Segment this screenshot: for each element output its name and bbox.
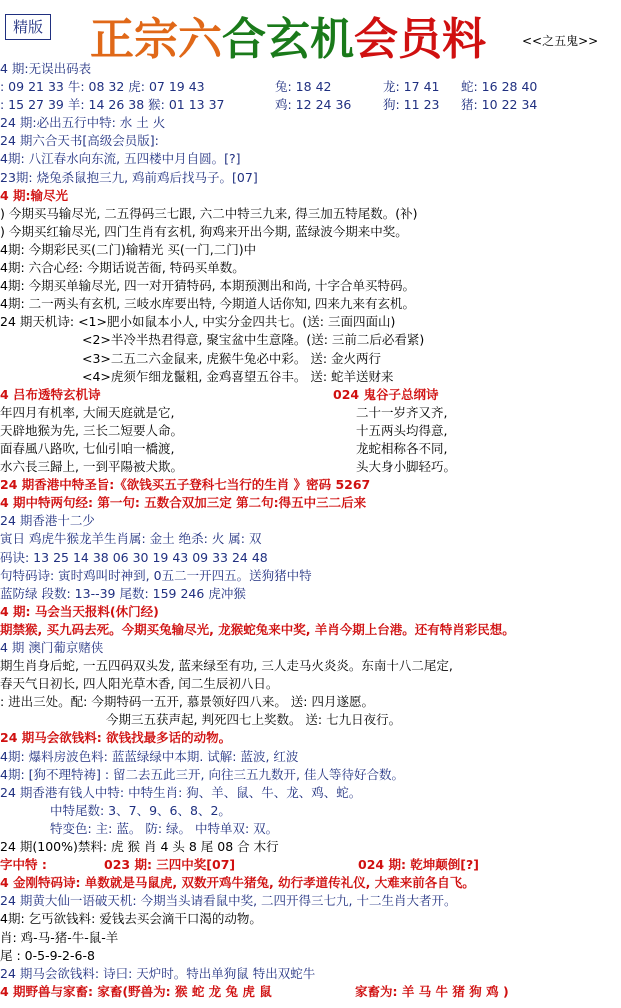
- line-text: : 09 21 33 牛: 08 32 虎: 07 19 43: [0, 79, 205, 95]
- forecast-line: [0, 512, 621, 530]
- line-text: 4期: [狗不理特祷] : 留二去五此三开, 向往三五九数开, 佳人等待好合数。: [0, 766, 404, 782]
- forecast-line: [0, 820, 621, 838]
- line-text: 码诀: 13 25 14 38 06 30 19 43 09 33 24 48: [0, 549, 268, 565]
- forecast-line: [0, 784, 621, 802]
- line-text: : 15 27 39 羊: 14 26 38 猴: 01 13 37: [0, 97, 225, 113]
- line-text: 24 期天机诗: <1>肥小如鼠本小人, 中实分金四共七。(送: 三面四面山): [0, 314, 396, 330]
- line-text: 面春風八路吹, 七仙引咱一橋渡,: [0, 440, 175, 456]
- line-text: 4期: 八江春水向东流, 五四楼中月自圆。[?]: [0, 151, 241, 167]
- page-header: [0, 0, 621, 65]
- line-text: 24 期(100%)禁料: 虎 猴 肖 4 头 8 尾 08 合 木行: [0, 839, 279, 855]
- line-text: 24 期香港十二少: [0, 513, 95, 529]
- forecast-line: [0, 132, 621, 150]
- line-text: 4期: 二一两头有玄机, 三岐水库要出特, 今期道人话你知, 四来九来有玄机。: [0, 296, 415, 312]
- line-text: 十五两头均得意,: [356, 422, 448, 438]
- forecast-line: [0, 657, 621, 675]
- line-text: 4 期:无误出码表: [0, 61, 92, 76]
- line-text: 狗: 11 23: [383, 97, 440, 113]
- forecast-line: [0, 78, 621, 96]
- line-text: 兔: 18 42: [275, 79, 332, 95]
- title-char: 宗: [134, 14, 178, 65]
- line-text: 鸡: 12 24 36: [275, 97, 352, 113]
- line-text: 024 鬼谷子总纲诗: [333, 386, 439, 402]
- line-text: 特变色: 主: 蓝。 防: 绿。 中特单双: 双。: [50, 820, 279, 836]
- title-char: 料: [442, 14, 486, 65]
- line-text: 猪: 10 22 34: [461, 97, 538, 113]
- line-text: 4期: 六合心经: 今期话说苦衙, 特码买单数。: [0, 260, 245, 276]
- forecast-line: [0, 223, 621, 241]
- line-text: ) 今期买马输尽光, 二五得码三七跟, 六二中特三九来, 得三加五特尾数。(补): [0, 205, 418, 221]
- forecast-line: [0, 748, 621, 766]
- line-text: 蓝防绿 段数: 13--39 尾数: 159 246 虎冲猴: [0, 585, 246, 601]
- forecast-line: [0, 458, 621, 476]
- line-text: 24 期香港有钱人中特: 中特生肖: 狗、羊、鼠、牛、龙、鸡、蛇。: [0, 784, 362, 800]
- forecast-line: [0, 639, 621, 657]
- forecast-line: [0, 404, 621, 422]
- author-signature: <<之五鬼>>: [522, 34, 599, 48]
- title-char: 六: [178, 14, 222, 65]
- line-text: 期生肖身后蛇, 一五四码双头发, 蓝来绿至有功, 三人走马火炎炎。东南十八二尾定,: [0, 658, 453, 674]
- line-text: 4期: 今期买单输尽光, 四一对开猜特码, 本期预测出和尚, 十字合单买特码。: [0, 278, 415, 294]
- line-text: 龙蛇相称各不同,: [356, 440, 448, 456]
- edition-badge: 精版: [5, 14, 51, 40]
- forecast-line: [0, 96, 621, 114]
- line-text: 今期三五获声起, 判死四七上奖数。 送: 七九日夜行。: [106, 712, 402, 728]
- forecast-line: [0, 603, 621, 621]
- line-text: 4 期: 马会当天报料(休门经): [0, 603, 159, 619]
- line-text: 4期: 乞丐欲钱料: 爱钱去买会滴干口渴的动物。: [0, 911, 262, 927]
- forecast-line: [0, 530, 621, 548]
- forecast-line: [0, 621, 621, 639]
- forecast-line: [0, 277, 621, 295]
- forecast-line: [0, 350, 621, 368]
- line-text: 句特码诗: 寅时鸡叫时神到, 0五二一开四五。送狗猪中特: [0, 567, 312, 583]
- forecast-line: [0, 313, 621, 331]
- line-text: <2>半冷半热君得意, 聚宝盆中生意隆。(送: 三前二后必看紧): [82, 332, 425, 348]
- line-text: 期禁猴, 买九码去死。今期买兔输尽光, 龙猴蛇兔来中奖, 羊肖今期上台港。还有特肖彩民想。: [0, 621, 515, 637]
- line-text: 4 金刚特码诗: 单数就是马鼠虎, 双数开鸡牛猪兔, 幼行孝道传礼仪, 大难来前各自飞。: [0, 875, 475, 891]
- line-text: 家畜为: 羊 马 牛 猪 狗 鸡 ): [355, 983, 509, 999]
- forecast-line: [0, 567, 621, 585]
- forecast-line: [0, 910, 621, 928]
- line-text: 水六長三歸上, 一到平陽被犬欺。: [0, 459, 183, 475]
- forecast-line: [0, 440, 621, 458]
- line-text: 寅日 鸡虎牛猴龙羊生肖属: 金土 绝杀: 火 属: 双: [0, 531, 262, 547]
- forecast-line: [0, 60, 621, 78]
- line-text: 尾 : 0-5-9-2-6-8: [0, 947, 95, 963]
- forecast-line: [0, 295, 621, 313]
- line-text: 中特尾数: 3、7、9、6、8、2。: [50, 802, 231, 818]
- forecast-line: [0, 494, 621, 512]
- forecast-line: [0, 259, 621, 277]
- line-text: 天辟地猴为先, 三长二短要人命。: [0, 422, 183, 438]
- line-text: 春天气日初长, 四人阳光草木香, 闰二生辰初八日。: [0, 676, 279, 692]
- line-text: 24 期黄大仙一语破天机: 今期当头请看鼠中奖, 二四开得三七九, 十二生肖大者开。: [0, 893, 457, 909]
- forecast-line: [0, 729, 621, 747]
- line-text: 24 期:必出五行中特: 水 土 火: [0, 115, 166, 131]
- forecast-line: [0, 585, 621, 603]
- line-text: 023 期: 三四中奖[07]: [104, 857, 236, 873]
- forecast-line: [0, 476, 621, 494]
- line-text: <3>二五二六金鼠来, 虎猴牛兔必中彩。 送: 金火两行: [82, 350, 382, 366]
- forecast-line: [0, 983, 621, 1001]
- line-text: 4 期野兽与家畜: 家畜(野兽为: 猴 蛇 龙 兔 虎 鼠: [0, 983, 272, 999]
- line-text: 蛇: 16 28 40: [461, 79, 538, 95]
- forecast-line: [0, 368, 621, 386]
- line-text: 24 期马会欲钱料: 欲钱找最多话的动物。: [0, 730, 232, 746]
- title-char: 机: [310, 14, 354, 65]
- line-text: : 进出三处。配: 今期特码一五开, 慕景领好四八来。 送: 四月遂愿。: [0, 694, 374, 710]
- line-text: 年四月有机率, 大闹天庭就是它,: [0, 404, 175, 420]
- line-text: 24 期马会欲钱料: 诗曰: 天炉时。特出单狗鼠 特出双蛇牛: [0, 965, 316, 981]
- forecast-line: [0, 711, 621, 729]
- line-text: 24 期六合天书[高级会员版]:: [0, 133, 159, 149]
- forecast-line: [0, 331, 621, 349]
- title-char: 会: [354, 14, 398, 65]
- forecast-line: [0, 766, 621, 784]
- line-text: 4期: 爆料房波色料: 蓝蓝绿绿中本期. 试解: 蓝波, 红波: [0, 748, 299, 764]
- line-text: 龙: 17 41: [383, 79, 440, 95]
- forecast-line: [0, 947, 621, 965]
- forecast-line: [0, 929, 621, 947]
- title-char: 合: [222, 14, 266, 65]
- forecast-line: [0, 675, 621, 693]
- line-text: 头大身小脚轻巧。: [356, 459, 457, 475]
- line-text: 4 期 澳门葡京赌侠: [0, 640, 104, 655]
- forecast-line: [0, 169, 621, 187]
- line-text: 肖: 鸡-马-猪-牛-鼠-羊: [0, 929, 119, 945]
- forecast-line: [0, 386, 621, 404]
- forecast-line: [0, 874, 621, 892]
- forecast-line: [0, 205, 621, 223]
- line-text: 二十一岁齐又齐,: [356, 404, 448, 420]
- title-char: 正: [90, 14, 134, 65]
- line-text: ) 今期买红输尽光, 四门生肖有玄机, 狗鸡来开出今期, 蓝绿波今期来中奖。: [0, 223, 408, 239]
- title-char: 玄: [266, 14, 310, 65]
- forecast-line: [0, 693, 621, 711]
- forecast-line: [0, 549, 621, 567]
- forecast-line: [0, 187, 621, 205]
- forecast-line: [0, 838, 621, 856]
- page-title: [90, 3, 486, 67]
- forecast-line: [0, 241, 621, 259]
- line-text: 24 期香港中特圣旨:《欲钱买五子登科七当行的生肖 》密码 5267: [0, 477, 371, 493]
- line-text: 4 期中特两句经: 第一句: 五数合双加三定 第二句:得五中三二后来: [0, 495, 367, 511]
- forecast-line: [0, 422, 621, 440]
- line-text: 4期: 今期彩民买(二门)输精光 买(一门,二门)中: [0, 241, 257, 257]
- line-text: <4>虎须乍细龙鬣粗, 金鸡喜望五谷丰。 送: 蛇羊送财来: [82, 368, 394, 384]
- line-text: 字中特 :: [0, 857, 47, 873]
- line-text: 23期: 烧兔杀鼠抱三九, 鸡前鸡后找马子。[07]: [0, 169, 258, 185]
- forecast-line: [0, 965, 621, 983]
- line-text: 4 期:输尽光: [0, 187, 69, 203]
- title-char: 员: [398, 14, 442, 65]
- forecast-line: [0, 802, 621, 820]
- forecast-line: [0, 856, 621, 874]
- forecast-line: [0, 892, 621, 910]
- line-text: 4 吕布透特玄机诗: [0, 386, 101, 402]
- line-text: 024 期: 乾坤颠倒[?]: [358, 857, 479, 873]
- forecast-line: [0, 150, 621, 168]
- forecast-content: [0, 60, 621, 1001]
- forecast-line: [0, 114, 621, 132]
